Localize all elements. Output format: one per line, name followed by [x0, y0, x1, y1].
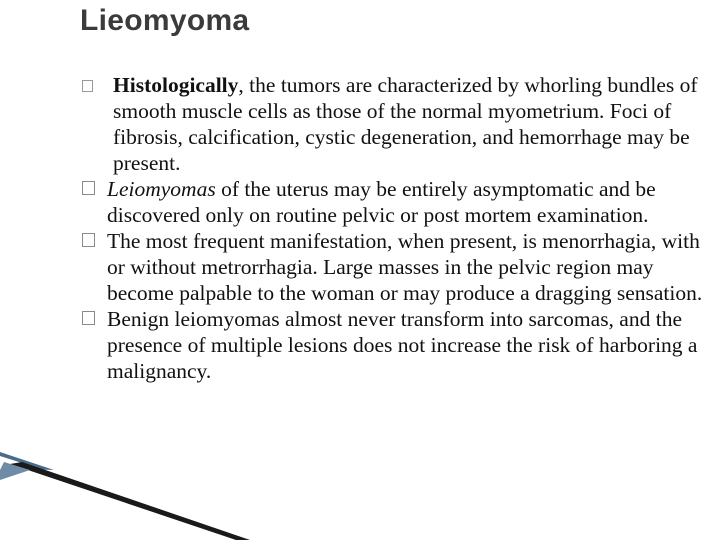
bullet-text: of the uterus may be entirely asymptomatic and be discovered only on routine pelvic or post mortem examination. — [107, 177, 656, 227]
bullet-text: The most frequent manifestation, when present, is menorrhagia, with or without metrorrhagia. Large masses in the pelvic region may become palpable to the woman or may produce a dragging sensation. — [107, 229, 703, 305]
bullet-lead: Leiomyomas — [107, 177, 216, 201]
slide-title: Lieomyoma — [80, 4, 250, 37]
bullet-text: , the tumors are characterized by whorling bundles of smooth muscle cells as those of the normal myometrium. Foci of fibrosis, calcification, cystic degeneration, and hemorrhage may be present. — [113, 73, 698, 175]
bullet-lead: Histologically — [113, 73, 239, 97]
bullet-text: Benign leiomyomas almost never transform into sarcomas, and the presence of multiple lesions does not increase the risk of harboring a malignancy. — [107, 307, 698, 383]
